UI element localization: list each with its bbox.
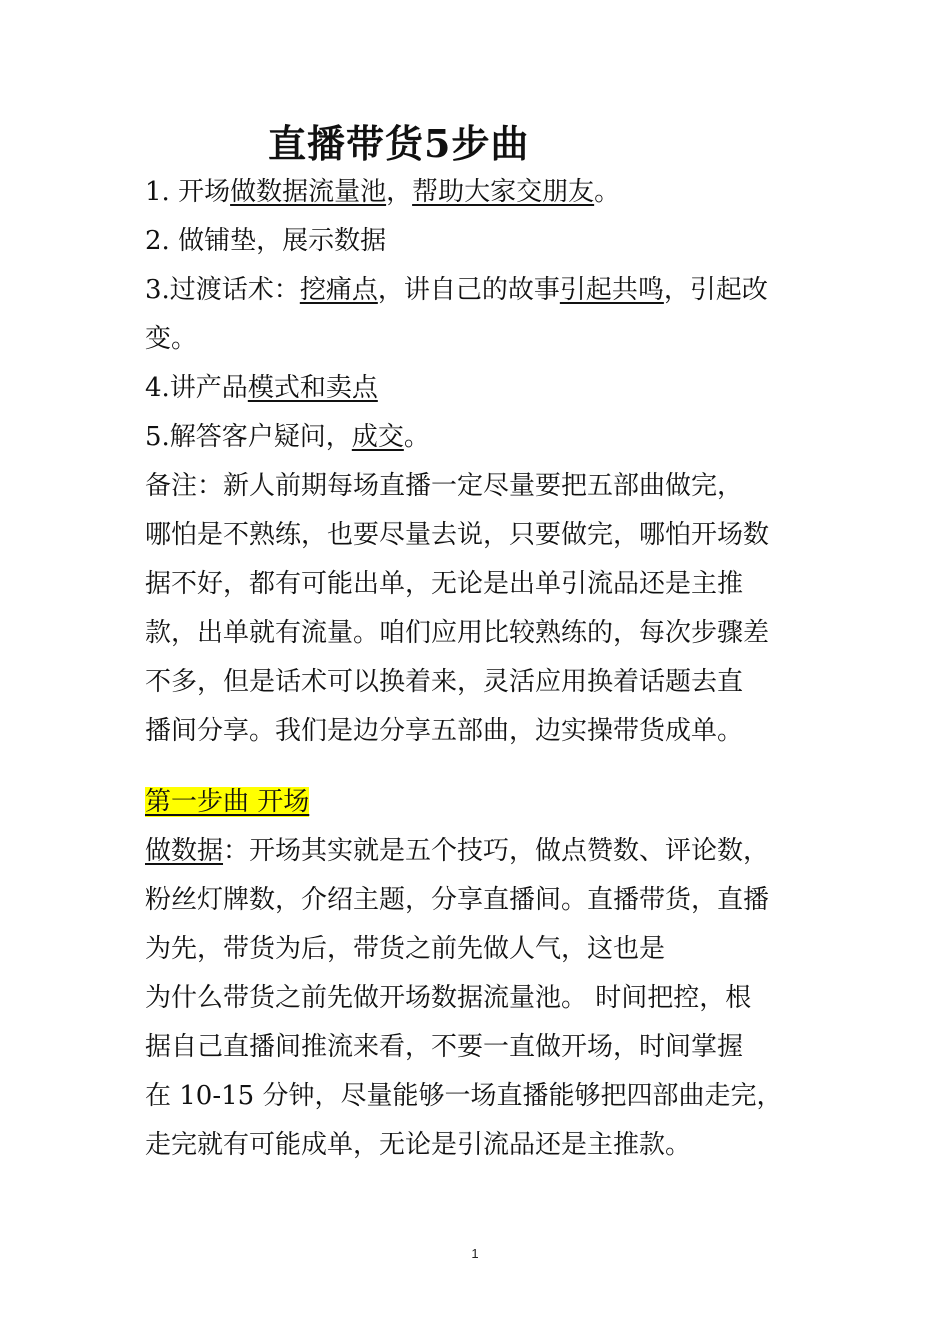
section-1-lead-rest: ：开场其实就是五个技巧，做点赞数、评论数， [223,836,770,866]
section-1-line: 为什么带货之前先做开场数据流量池。 时间把控，根 [145,983,752,1013]
step-3-prefix: 3.过渡话术： [145,275,300,305]
step-1-underlined-1: 做数据流量池 [230,177,387,207]
document-body [145,168,810,1170]
section-1-line: 为先，带货为后，带货之前先做人气，这也是 [145,934,666,964]
section-1-line: 粉丝灯牌数，介绍主题，分享直播间。直播带货，直播 [145,885,770,915]
note-line: 备注：新人前期每场直播一定尽量要把五部曲做完， [145,471,744,501]
step-5-underlined: 成交 [351,422,404,452]
step-1-end: 。 [594,177,621,207]
document-title: 直播带货5步曲 [268,121,530,166]
page-number: 1 [471,1246,479,1261]
section-1-line: 据自己直播间推流来看，不要一直做开场，时间掌握 [145,1032,744,1062]
step-3-end: ，引起改 [663,275,768,305]
step-3-underlined-2: 引起共鸣 [559,275,664,305]
step-4-line [145,364,810,413]
step-4-underlined: 模式和卖点 [247,373,378,403]
step-1-line [145,168,810,217]
section-1-heading-line [145,778,810,827]
step-5-end: 。 [403,422,430,452]
step-4-prefix: 4.讲产品 [145,373,248,403]
step-5-line [145,413,810,462]
section-1-line: 走完就有可能成单，无论是引流品还是主推款。 [145,1130,692,1160]
note-line: 不多，但是话术可以换着来，灵活应用换着话题去直 [145,667,744,697]
step-1-prefix: 1. 开场 [145,177,231,207]
step-1-separator: ， [386,177,413,207]
step-3-line [145,266,810,315]
note-line: 哪怕是不熟练，也要尽量去说，只要做完，哪怕开场数 [145,520,770,550]
section-1-line: 在 10-15 分钟，尽量能够一场直播能够把四部曲走完， [145,1081,783,1111]
section-1-lead-underlined: 做数据 [145,836,224,866]
step-3-continuation: 变。 [145,324,198,354]
section-1-heading: 第一步曲 开场 [145,787,310,817]
step-3-underlined-1: 挖痛点 [299,275,378,305]
step-3-middle: ，讲自己的故事 [377,275,560,305]
step-1-underlined-2: 帮助大家交朋友 [412,177,595,207]
step-5-prefix: 5.解答客户疑问， [145,422,352,452]
section-spacer [145,756,810,778]
step-2-line: 2. 做铺垫，展示数据 [145,226,387,256]
note-line: 播间分享。我们是边分享五部曲，边实操带货成单。 [145,716,744,746]
note-line: 据不好，都有可能出单，无论是出单引流品还是主推 [145,569,744,599]
section-1-lead-line [145,827,810,876]
note-line: 款，出单就有流量。咱们应用比较熟练的，每次步骤差 [145,618,770,648]
